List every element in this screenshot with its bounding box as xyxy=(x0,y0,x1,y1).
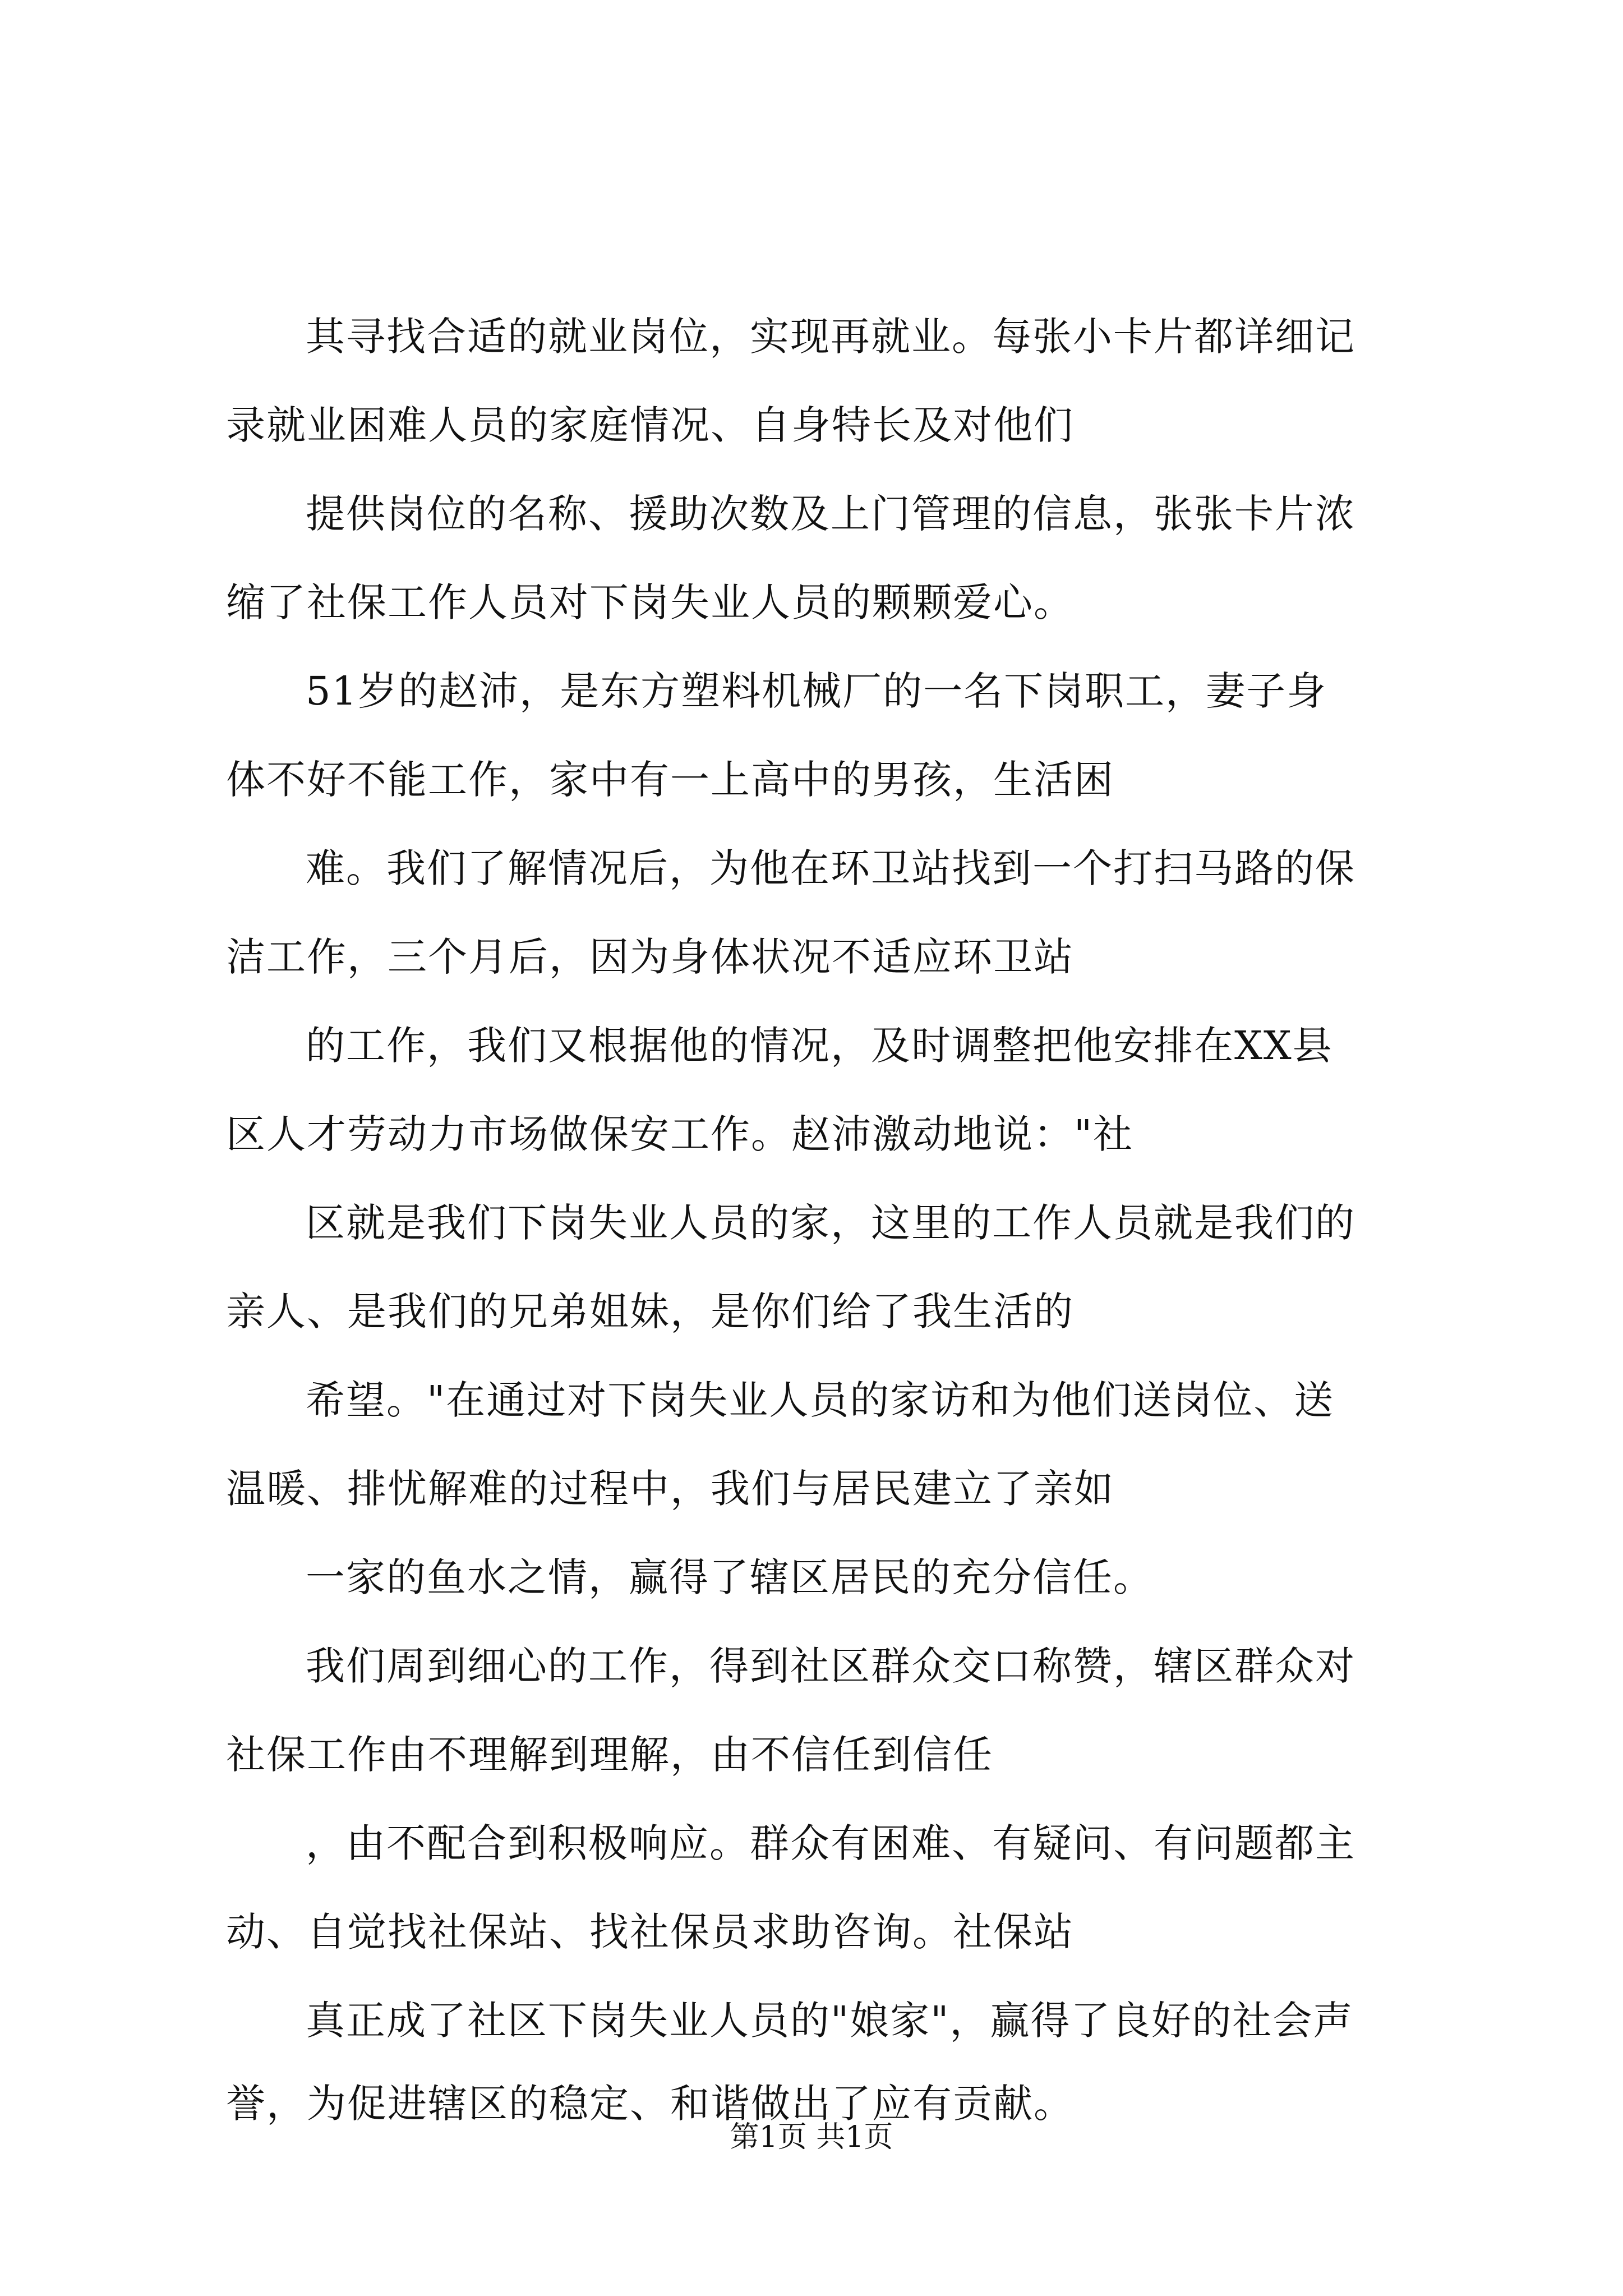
text-line: 区就是我们下岗失业人员的家，这里的工作人员就是我们的 xyxy=(306,1200,1355,1246)
text-line: 一家的鱼水之情，赢得了辖区居民的充分信任。 xyxy=(306,1554,1154,1600)
text-line: 社保工作由不理解到理解，由不信任到信任 xyxy=(226,1732,993,1778)
text-line: 我们周到细心的工作，得到社区群众交口称赞，辖区群众对 xyxy=(306,1643,1355,1689)
text-line: 录就业困难人员的家庭情况、自身特长及对他们 xyxy=(226,402,1074,448)
text-line: 真正成了社区下岗失业人员的"娘家"，赢得了良好的社会声 xyxy=(306,1998,1354,2044)
page-number-footer: 第1页 共1页 xyxy=(730,2120,893,2154)
text-line: 难。我们了解情况后，为他在环卫站找到一个打扫马路的保 xyxy=(306,845,1355,891)
text-line: 的工作，我们又根据他的情况，及时调整把他安排在XX县 xyxy=(306,1023,1333,1069)
text-line: 体不好不能工作，家中有一上高中的男孩，生活困 xyxy=(226,757,1114,803)
text-line: 洁工作，三个月后，因为身体状况不适应环卫站 xyxy=(226,934,1074,980)
text-line: 其寻找合适的就业岗位，实现再就业。每张小卡片都详细记 xyxy=(306,314,1355,360)
text-line: ，由不配合到积极响应。群众有困难、有疑问、有问题都主 xyxy=(306,1820,1355,1866)
text-line: 动、自觉找社保站、找社保员求助咨询。社保站 xyxy=(226,1909,1074,1955)
text-line: 区人才劳动力市场做保安工作。赵沛激动地说："社 xyxy=(226,1111,1134,1157)
text-line: 希望。"在通过对下岗失业人员的家访和为他们送岗位、送 xyxy=(306,1377,1335,1423)
text-line: 誉，为促进辖区的稳定、和谐做出了应有贡献。 xyxy=(226,2081,1074,2127)
text-line: 51岁的赵沛，是东方塑料机械厂的一名下岗职工，妻子身 xyxy=(306,668,1327,714)
text-line: 提供岗位的名称、援助次数及上门管理的信息，张张卡片浓 xyxy=(306,491,1355,537)
text-line: 缩了社保工作人员对下岗失业人员的颗颗爱心。 xyxy=(226,579,1074,625)
text-line: 亲人、是我们的兄弟姐妹，是你们给了我生活的 xyxy=(226,1289,1074,1335)
text-line: 温暖、排忧解难的过程中，我们与居民建立了亲如 xyxy=(226,1466,1114,1512)
